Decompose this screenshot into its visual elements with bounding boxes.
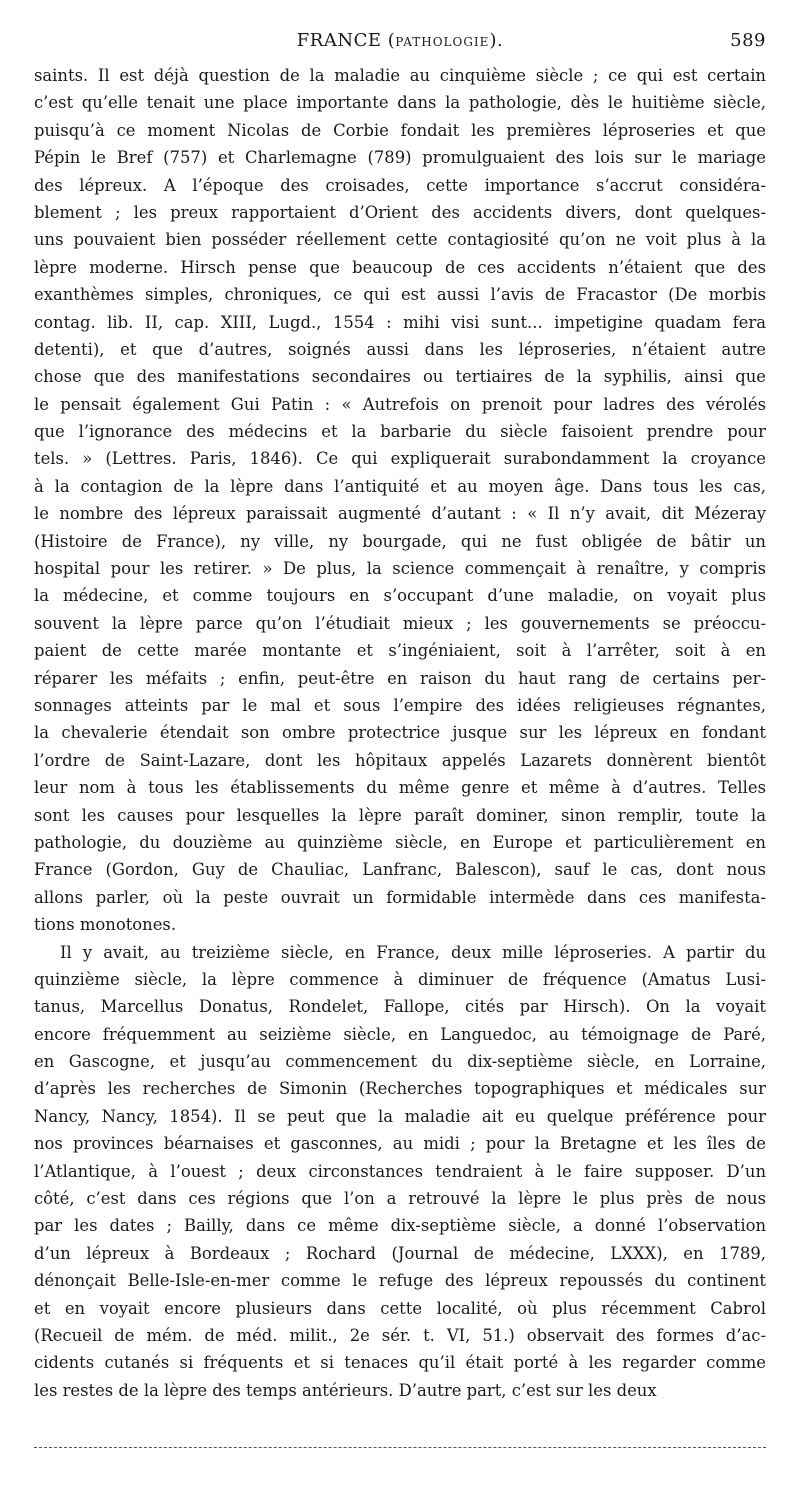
text-line: allons parler, où la peste ouvrait un formidable intermède dans ces manifesta- [34, 887, 766, 907]
text-line: Il y avait, au treizième siècle, en France, deux mille léproseries. A partir du [60, 942, 766, 962]
footer-rule [34, 1447, 766, 1448]
text-line: des lépreux. A l’époque des croisades, cette importance s’accrut considéra- [34, 175, 766, 195]
text-line: detenti), et que d’autres, soignés aussi dans les léproseries, n’étaient autre [34, 339, 766, 359]
text-line: nos provinces béarnaises et gasconnes, au midi ; pour la Bretagne et les îles de [34, 1134, 766, 1154]
text-line: lèpre moderne. Hirsch pense que beaucoup de ces accidents n’étaient que des [34, 257, 766, 277]
text-line: et en voyait encore plusieurs dans cette localité, où plus récemment Cabrol [34, 1298, 766, 1318]
text-line: en Gascogne, et jusqu’au commencement du dix-septième siècle, en Lorraine, [34, 1052, 766, 1072]
text-line: tanus, Marcellus Donatus, Rondelet, Fallope, cités par Hirsch). On la voyait [34, 997, 766, 1017]
text-line: côté, c’est dans ces régions que l’on a retrouvé la lèpre le plus près de nous [34, 1189, 766, 1209]
text-line: sont les causes pour lesquelles la lèpre paraît dominer, sinon remplir, toute la [34, 805, 766, 825]
text-line: quinzième siècle, la lèpre commence à diminuer de fréquence (Amatus Lusi- [34, 969, 766, 989]
text-line: exanthèmes simples, chroniques, ce qui est aussi l’avis de Fracastor (De morbis [34, 285, 766, 305]
text-line: tels. » (Lettres. Paris, 1846). Ce qui expliquerait surabondamment la croyance [34, 449, 766, 469]
running-title [34, 30, 766, 51]
text-line: chose que des manifestations secondaires ou tertiaires de la syphilis, ainsi que [34, 367, 766, 387]
text-line: par les dates ; Bailly, dans ce même dix-septième siècle, a donné l’observation [34, 1216, 766, 1236]
text-line: que l’ignorance des médecins et la barbarie du siècle faisoient prendre pour [34, 422, 766, 442]
text-line: uns pouvaient bien posséder réellement cette contagiosité qu’on ne voit plus à la [34, 230, 766, 250]
text-line: saints. Il est déjà question de la maladie au cinquième siècle ; ce qui est certain [34, 66, 766, 85]
text-line: les restes de la lèpre des temps antérieurs. D’autre part, c’est sur les deux [34, 1380, 657, 1400]
text-line: Pépin le Bref (757) et Charlemagne (789) promulguaient des lois sur le mariage [34, 148, 766, 168]
body-text [34, 62, 766, 1404]
running-title-start: FRANCE ( [296, 30, 396, 51]
text-line: le pensait également Gui Patin : « Autrefois on prenoit pour ladres des vérolés [34, 394, 766, 414]
running-title-small-caps: PATHOLOGIE [395, 35, 490, 49]
text-line: souvent la lèpre parce qu’on l’étudiait mieux ; les gouvernements se préoccu- [34, 613, 766, 633]
text-line: encore fréquemment au seizième siècle, en Languedoc, au témoignage de Paré, [34, 1024, 766, 1044]
text-line: le nombre des lépreux paraissait augmenté d’autant : « Il n’y avait, dit Mézeray [34, 504, 766, 524]
text-line: à la contagion de la lèpre dans l’antiquité et au moyen âge. Dans tous les cas, [34, 476, 766, 496]
text-line: France (Gordon, Guy de Chauliac, Lanfranc, Balescon), sauf le cas, dont nous [34, 860, 766, 880]
text-line: l’ordre de Saint-Lazare, dont les hôpitaux appelés Lazarets donnèrent bientôt [34, 750, 766, 770]
text-line: contag. lib. II, cap. XIII, Lugd., 1554 : mihi visi sunt... impetigine quadam fera [34, 312, 766, 332]
text-line: d’un lépreux à Bordeaux ; Rochard (Journal de médecine, LXXX), en 1789, [34, 1243, 766, 1263]
text-line: d’après les recherches de Simonin (Recherches topographiques et médicales sur [34, 1079, 766, 1099]
text-line: (Recueil de mém. de méd. milit., 2e sér. t. VI, 51.) observait des formes d’ac- [34, 1325, 766, 1345]
text-line: blement ; les preux rapportaient d’Orient des accidents divers, dont quelques- [34, 202, 766, 222]
text-line: pathologie, du douzième au quinzième siècle, en Europe et particulièrement en [34, 832, 766, 852]
text-line: réparer les méfaits ; enfin, peut-être en raison du haut rang de certains per- [34, 668, 766, 688]
text-line: (Histoire de France), ny ville, ny bourgade, qui ne fust obligée de bâtir un [34, 531, 766, 551]
text-line: c’est qu’elle tenait une place importante dans la pathologie, dès le huitième siècle, [34, 93, 766, 113]
text-line: dénonçait Belle-Isle-en-mer comme le refuge des lépreux repoussés du continent [34, 1271, 766, 1291]
text-line: sonnages atteints par le mal et sous l’empire des idées religieuses régnantes, [34, 695, 766, 715]
running-header [34, 30, 766, 56]
text-line: tions monotones. [34, 915, 177, 935]
text-line: Nancy, Nancy, 1854). Il se peut que la maladie ait eu quelque préférence pour [34, 1106, 766, 1126]
text-line: la chevalerie étendait son ombre protectrice jusque sur les lépreux en fondant [34, 723, 766, 743]
text-line: puisqu’à ce moment Nicolas de Corbie fondait les premières léproseries et que [34, 120, 766, 140]
running-title-end: ). [489, 30, 504, 51]
text-line: paient de cette marée montante et s’ingéniaient, soit à l’arrêter, soit à en [34, 641, 766, 661]
page-number: 589 [730, 30, 766, 51]
text-line: leur nom à tous les établissements du même genre et même à d’autres. Telles [34, 778, 766, 798]
text-line: cidents cutanés si fréquents et si tenaces qu’il était porté à les regarder comme [34, 1353, 766, 1373]
text-line: hospital pour les retirer. » De plus, la science commençait à renaître, y compris [34, 559, 766, 579]
text-line: la médecine, et comme toujours en s’occupant d’une maladie, on voyait plus [34, 586, 766, 606]
text-line: l’Atlantique, à l’ouest ; deux circonstances tendraient à le faire supposer. D’un [34, 1161, 766, 1181]
